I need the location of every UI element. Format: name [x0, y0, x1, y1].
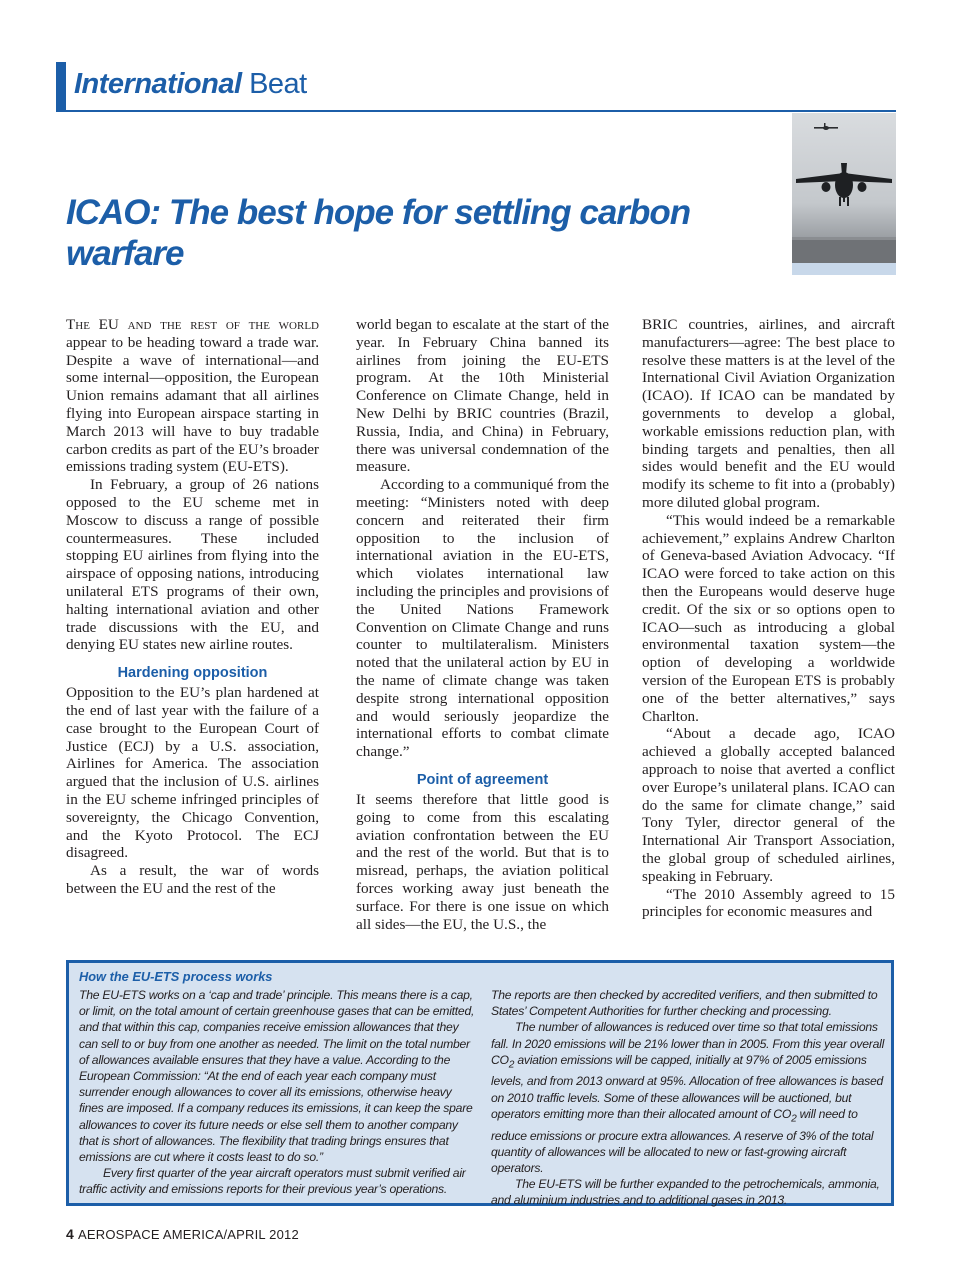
box-paragraph: The EU-ETS will be further expanded to the petrochemicals, ammonia, and aluminium industries and to additional gases in 2013. — [491, 1177, 880, 1208]
section-rule — [66, 110, 896, 112]
aircraft-photo — [792, 113, 896, 275]
box-text: aviation emissions will be capped, initially at 97% of 2005 emissions levels, and from 2013 onward at 95%. Allocation of free allowances is based on 2010 traffic levels. Some of these allowances will be auctioned, but operators emitting more than their allocated amount of CO — [491, 1052, 884, 1121]
publication-name: AEROSPACE AMERICA/APRIL 2012 — [78, 1227, 299, 1242]
article-column-1 — [66, 316, 319, 898]
section-color-bar — [56, 62, 66, 112]
article-headline: ICAO: The best hope for settling carbon warfare — [66, 193, 691, 273]
paragraph: BRIC countries, airlines, and aircraft manufacturers—agree: The best place to resolve these matters is at the level of the International Civil Aviation Organization (ICAO). If ICAO can be mandated by governments to develop a global, workable emissions reduction plan, with binding targets and penalties, then all sides would benefit and the EU would modify its scheme to fit into a (probably) more diluted global program. — [642, 316, 895, 511]
paragraph: As a result, the war of words between the EU and the rest of the — [66, 862, 319, 897]
section-title-bold: International — [74, 68, 242, 100]
subhead-point-of-agreement: Point of agreement — [416, 771, 549, 788]
box-paragraph: The EU-ETS works on a ‘cap and trade’ principle. This means there is a cap, or limit, on the total amount of certain greenhouse gases that can be emitted, and that within this cap, companies receive emission allowances that they can sell to or buy from one another as needed. The limit on the total number of allowances available ensures that they have a value. According to the European Commission: “At the end of each year each company must surrender enough allowances to cover all its emissions, otherwise heavy fines are imposed. If a company reduces its emissions, it can keep the spare allowances to cover its future needs or else sell them to another company that is short of allowances. The flexibility that trading brings ensures that emissions are cut where it costs least to do so.” — [79, 988, 475, 1165]
subhead-hardening-opposition: Hardening opposition — [117, 665, 268, 682]
sidebar-box — [66, 960, 894, 1206]
aircraft-image-icon — [792, 113, 896, 263]
paragraph: It seems therefore that little good is going to come from this escalating aviation confrontation between the EU and the rest of the world. But that is to misread, perhaps, the aviation political forces working away just beneath the surface. For there is one issue on which all sides—the EU, the U.S., the — [356, 790, 609, 933]
paragraph: “About a decade ago, ICAO achieved a globally accepted balanced approach to noise that averted a conflict over Europe’s unilateral plans. ICAO can do the same for climate change,” said Tony Tyler, director general of the International Air Transport Association, the global group of scheduled airlines, speaking in February. — [642, 725, 895, 885]
paragraph: world began to escalate at the start of the year. In February China banned its airlines from joining the EU-ETS program. At the 10th Ministerial Conference on Climate Change, held in New Delhi by BRIC countries (Brazil, Russia, India, and China) in February, there was universal condemnation of the measure. — [356, 316, 609, 476]
sidebar-box-title: How the EU-ETS process works — [79, 969, 273, 984]
article-column-3 — [642, 316, 895, 921]
box-paragraph-co2 — [491, 1019, 887, 1176]
article-column-2 — [356, 316, 609, 933]
box-paragraph: The reports are then checked by accredited verifiers, and then submitted to States’ Competent Authorities for further checking and processing. — [491, 988, 878, 1019]
paragraph: In February, a group of 26 nations opposed to the EU scheme met in Moscow to discuss a range of possible countermeasures. These included stopping EU airlines from flying into the airspace of opposing nations, introducing unilateral ETS programs of their own, halting international aviation and other trade discussions with the EU, and denying EU states new airline routes. — [66, 476, 319, 654]
paragraph: “The 2010 Assembly agreed to 15 principles for economic measures and — [642, 885, 895, 921]
section-title-rest: Beat — [241, 68, 307, 100]
lead-text: appear to be heading toward a trade war. Despite a wave of international—and some internal—opposition, the European Union remains adamant that all airlines flying into European airspace starting in March 2013 will have to buy tradable carbon credits as part of the EU’s broader emissions trading system (EU-ETS). — [66, 333, 319, 476]
co2-subscript: 2 — [791, 1113, 797, 1125]
lead-smallcaps: The EU and the rest of the world — [66, 316, 319, 333]
paragraph-lead — [66, 316, 319, 476]
page-footer — [66, 1226, 299, 1242]
section-title — [74, 68, 307, 101]
box-text: will need to reduce emissions or procure extra allowances. A reserve of 3% of the total quantity of allowances will be allocated to new or fast-growing aircraft operators. — [491, 1106, 874, 1175]
sidebar-box-column-1 — [79, 987, 475, 1198]
sidebar-box-column-2 — [491, 987, 887, 1209]
sidebar-box-content — [79, 969, 885, 1208]
paragraph: According to a communiqué from the meeting: “Ministers noted with deep concern and reiterated their firm opposition to the inclusion of international aviation in the EU-ETS, which violates international law including the principles and provisions of the United Nations Framework Convention on Climate Change and runs counter to multilateralism. Ministers noted that the unilateral action by EU in the name of climate change was taken despite strong international opposition and would seriously jeopardize the international efforts to combat climate change.” — [356, 476, 610, 761]
page-number: 4 — [66, 1226, 74, 1242]
box-paragraph: Every first quarter of the year aircraft operators must submit verified air traffic activity and emissions reports for their previous year’s operations. — [79, 1166, 466, 1197]
co2-subscript: 2 — [508, 1059, 515, 1071]
paragraph: “This would indeed be a remarkable achievement,” explains Andrew Charlton of Geneva-based Aviation Advocacy. “If ICAO were forced to take action on this then the Europeans would deserve huge credit. Of the six or so options open to ICAO—such as introducing a global environmental taxation system—the option of developing a worldwide version of the European ETS is probably one of the better alternatives,” says Charlton. — [642, 511, 895, 725]
box-text: The number of allowances is reduced over time so that total emissions fall. In 2020 emissions will be 21% lower than in 2005. From this year overall CO — [491, 1020, 885, 1067]
paragraph: Opposition to the EU’s plan hardened at the end of last year with the failure of a case brought to the European Court of Justice (ECJ) by a U.S. association, Airlines for America. The association argued that the inclusion of U.S. airlines in the EU scheme infringed principles of sovereignty, the Chicago Convention, and the Kyoto Protocol. The ECJ disagreed. — [66, 684, 319, 862]
